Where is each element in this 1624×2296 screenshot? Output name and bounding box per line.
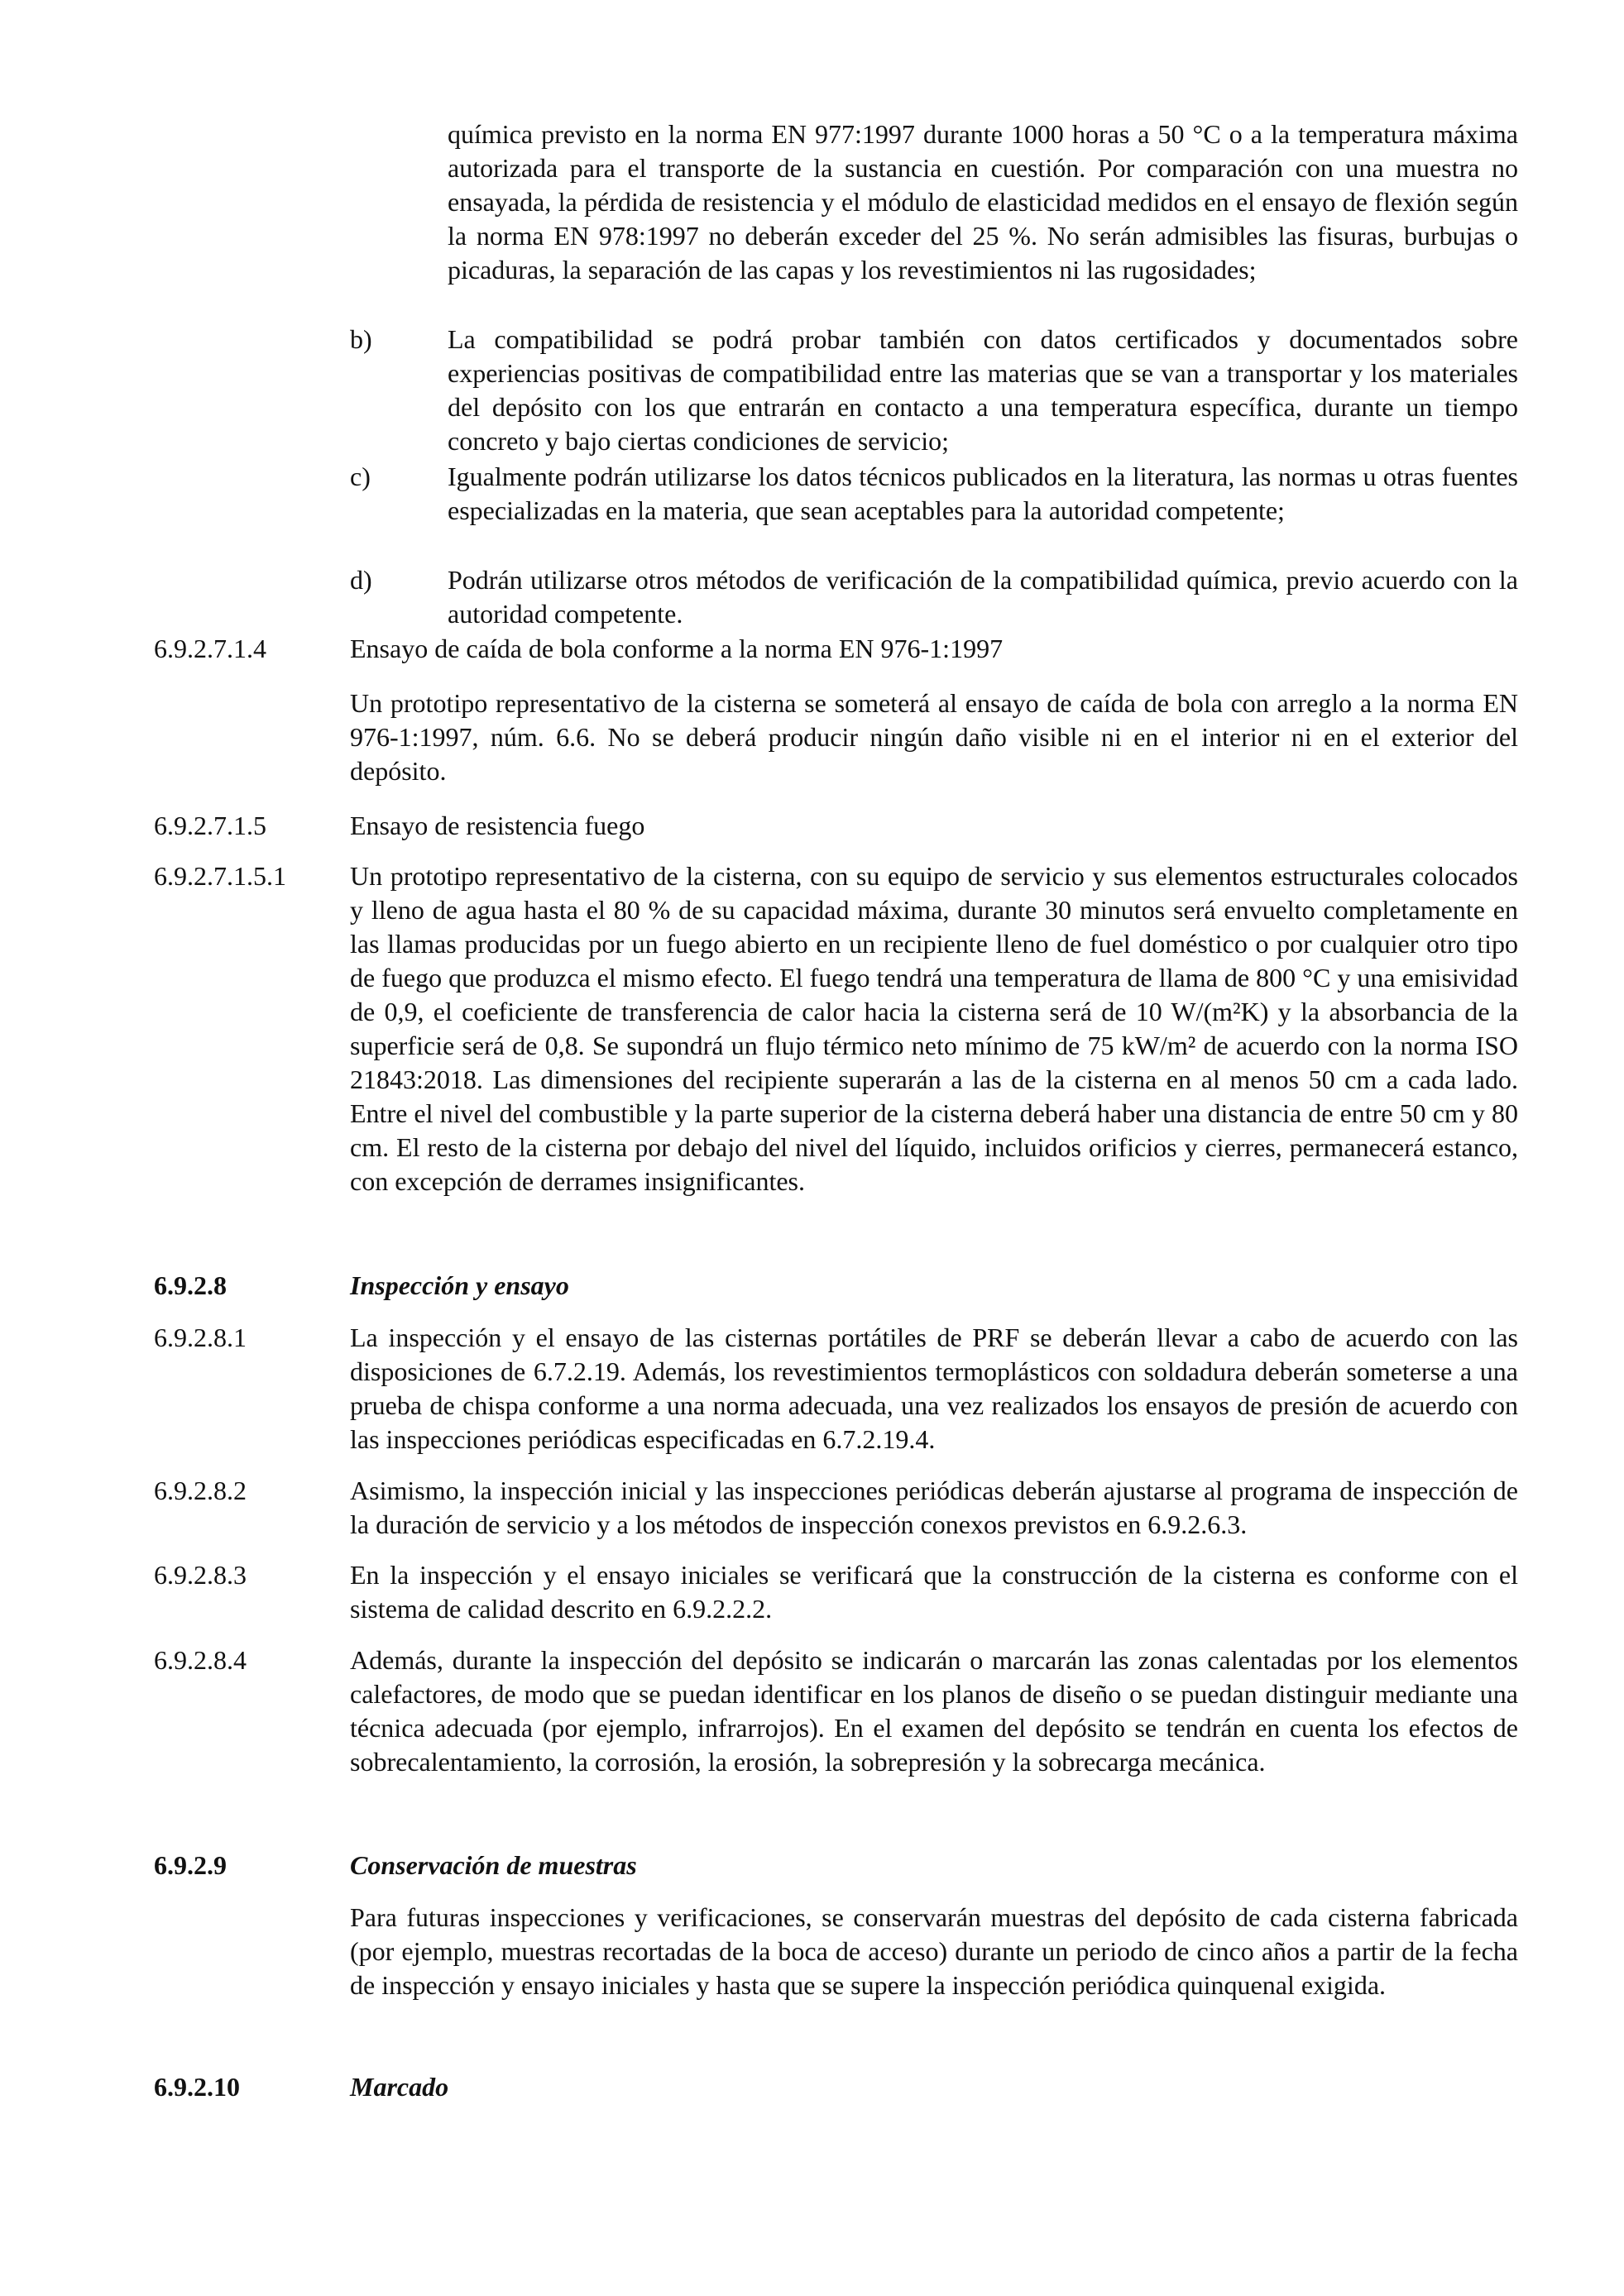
section-number-8-3: 6.9.2.8.3 bbox=[154, 1560, 247, 1590]
section-body-8-4: Además, durante la inspección del depósito se indicarán o marcarán las zonas calentadas por los elementos calefactores, de modo que se puedan identificar en los planos de diseño o se puedan distinguir mediante una técnica adecuada (por ejemplo, infrarrojos). En el examen del depósito se tendrán en cuenta los efectos de sobrecalentamiento, la corrosión, la erosión, la sobrepresión y la sobrecarga mecánica. bbox=[350, 1645, 1518, 1777]
section-number-7-1-5-1: 6.9.2.7.1.5.1 bbox=[154, 861, 286, 891]
intro-paragraph: química previsto en la norma EN 977:1997 durante 1000 horas a 50 °C o a la temperatura máxima autorizada para el transporte de la sustancia en cuestión. Por comparación con una muestra no ensayada, la pérdida de resistencia y el módulo de elasticidad medidos en el ensayo de flexión según la norma EN 978:1997 no deberán exceder del 25 %. No serán admisibles las fisuras, burbujas o picaduras, la separación de las capas y los revestimientos ni las rugosidades; bbox=[448, 119, 1518, 285]
section-title-8: Inspección y ensayo bbox=[350, 1270, 569, 1300]
list-label-c: c) bbox=[350, 462, 371, 491]
section-number-8-1: 6.9.2.8.1 bbox=[154, 1323, 247, 1352]
list-item-b: La compatibilidad se podrá probar también con datos certificados y documentados sobre experiencias positivas de compatibilidad entre las materias que se van a transportar y los materiales del depósito con los que entrarán en contacto a una temperatura específica, durante un tiempo concreto y bajo ciertas condiciones de servicio; bbox=[448, 324, 1518, 456]
section-body-7-1-5-1: Un prototipo representativo de la cisterna, con su equipo de servicio y sus elementos estructurales colocados y lleno de agua hasta el 80 % de su capacidad máxima, durante 30 minutos será envuelto completamente en las llamas producidas por un fuego abierto en un recipiente lleno de fuel doméstico o por cualquier otro tipo de fuego que produzca el mismo efecto. El fuego tendrá una temperatura de llama de 800 °C y una emisividad de 0,9, el coeficiente de transferencia de calor hacia la cisterna será de 10 W/(m²K) y la absorbancia de la superficie será de 0,8. Se supondrá un flujo térmico neto mínimo de 75 kW/m² de acuerdo con la norma ISO 21843:2018. Las dimensiones del recipiente superarán a las de la cisterna en al menos 50 cm a cada lado. Entre el nivel del combustible y la parte superior de la cisterna deberá haber una distancia de entre 50 cm y 80 cm. El resto de la cisterna por debajo del nivel del líquido, incluidos orificios y cierres, permanecerá estanco, con excepción de derrames insignificantes. bbox=[350, 861, 1518, 1196]
section-number-8-2: 6.9.2.8.2 bbox=[154, 1476, 247, 1505]
section-body-8-3: En la inspección y el ensayo iniciales se verificará que la construcción de la cisterna es conforme con el sistema de calidad descrito en 6.9.2.2.2. bbox=[350, 1560, 1518, 1624]
section-number-9: 6.9.2.9 bbox=[154, 1850, 227, 1880]
section-number-7-1-4: 6.9.2.7.1.4 bbox=[154, 634, 266, 663]
section-number-8-4: 6.9.2.8.4 bbox=[154, 1645, 247, 1675]
section-number-10: 6.9.2.10 bbox=[154, 2072, 240, 2102]
section-number-7-1-5: 6.9.2.7.1.5 bbox=[154, 811, 266, 840]
section-title-7-1-4: Ensayo de caída de bola conforme a la norma EN 976-1:1997 bbox=[350, 634, 1004, 663]
section-body-8-1: La inspección y el ensayo de las cisternas portátiles de PRF se deberán llevar a cabo de acuerdo con las disposiciones de 6.7.2.19. Además, los revestimientos termoplásticos con soldadura deberán someterse a una prueba de chispa conforme a una norma adecuada, una vez realizados los ensayos de presión de acuerdo con las inspecciones periódicas especificadas en 6.7.2.19.4. bbox=[350, 1323, 1518, 1454]
section-number-8: 6.9.2.8 bbox=[154, 1270, 227, 1300]
section-title-7-1-5: Ensayo de resistencia fuego bbox=[350, 811, 645, 840]
section-body-9: Para futuras inspecciones y verificaciones, se conservarán muestras del depósito de cada cisterna fabricada (por ejemplo, muestras recortadas de la boca de acceso) durante un periodo de cinco años a partir de la fecha de inspección y ensayo iniciales y hasta que se supere la inspección periódica quinquenal exigida. bbox=[350, 1902, 1518, 2000]
section-body-8-2: Asimismo, la inspección inicial y las inspecciones periódicas deberán ajustarse al programa de inspección de la duración de servicio y a los métodos de inspección conexos previstos en 6.9.2.6.3. bbox=[350, 1476, 1518, 1539]
list-label-d: d) bbox=[350, 565, 372, 595]
list-item-d: Podrán utilizarse otros métodos de verificación de la compatibilidad química, previo acuerdo con la autoridad competente. bbox=[448, 565, 1518, 629]
list-item-c: Igualmente podrán utilizarse los datos técnicos publicados en la literatura, las normas u otras fuentes especializadas en la materia, que sean aceptables para la autoridad competente; bbox=[448, 462, 1518, 525]
list-label-b: b) bbox=[350, 324, 372, 354]
section-title-9: Conservación de muestras bbox=[350, 1850, 637, 1880]
section-title-10: Marcado bbox=[350, 2072, 449, 2102]
section-body-7-1-4: Un prototipo representativo de la cisterna se someterá al ensayo de caída de bola con arreglo a la norma EN 976-1:1997, núm. 6.6. No se deberá producir ningún daño visible ni en el interior ni en el exterior del depósito. bbox=[350, 688, 1518, 786]
